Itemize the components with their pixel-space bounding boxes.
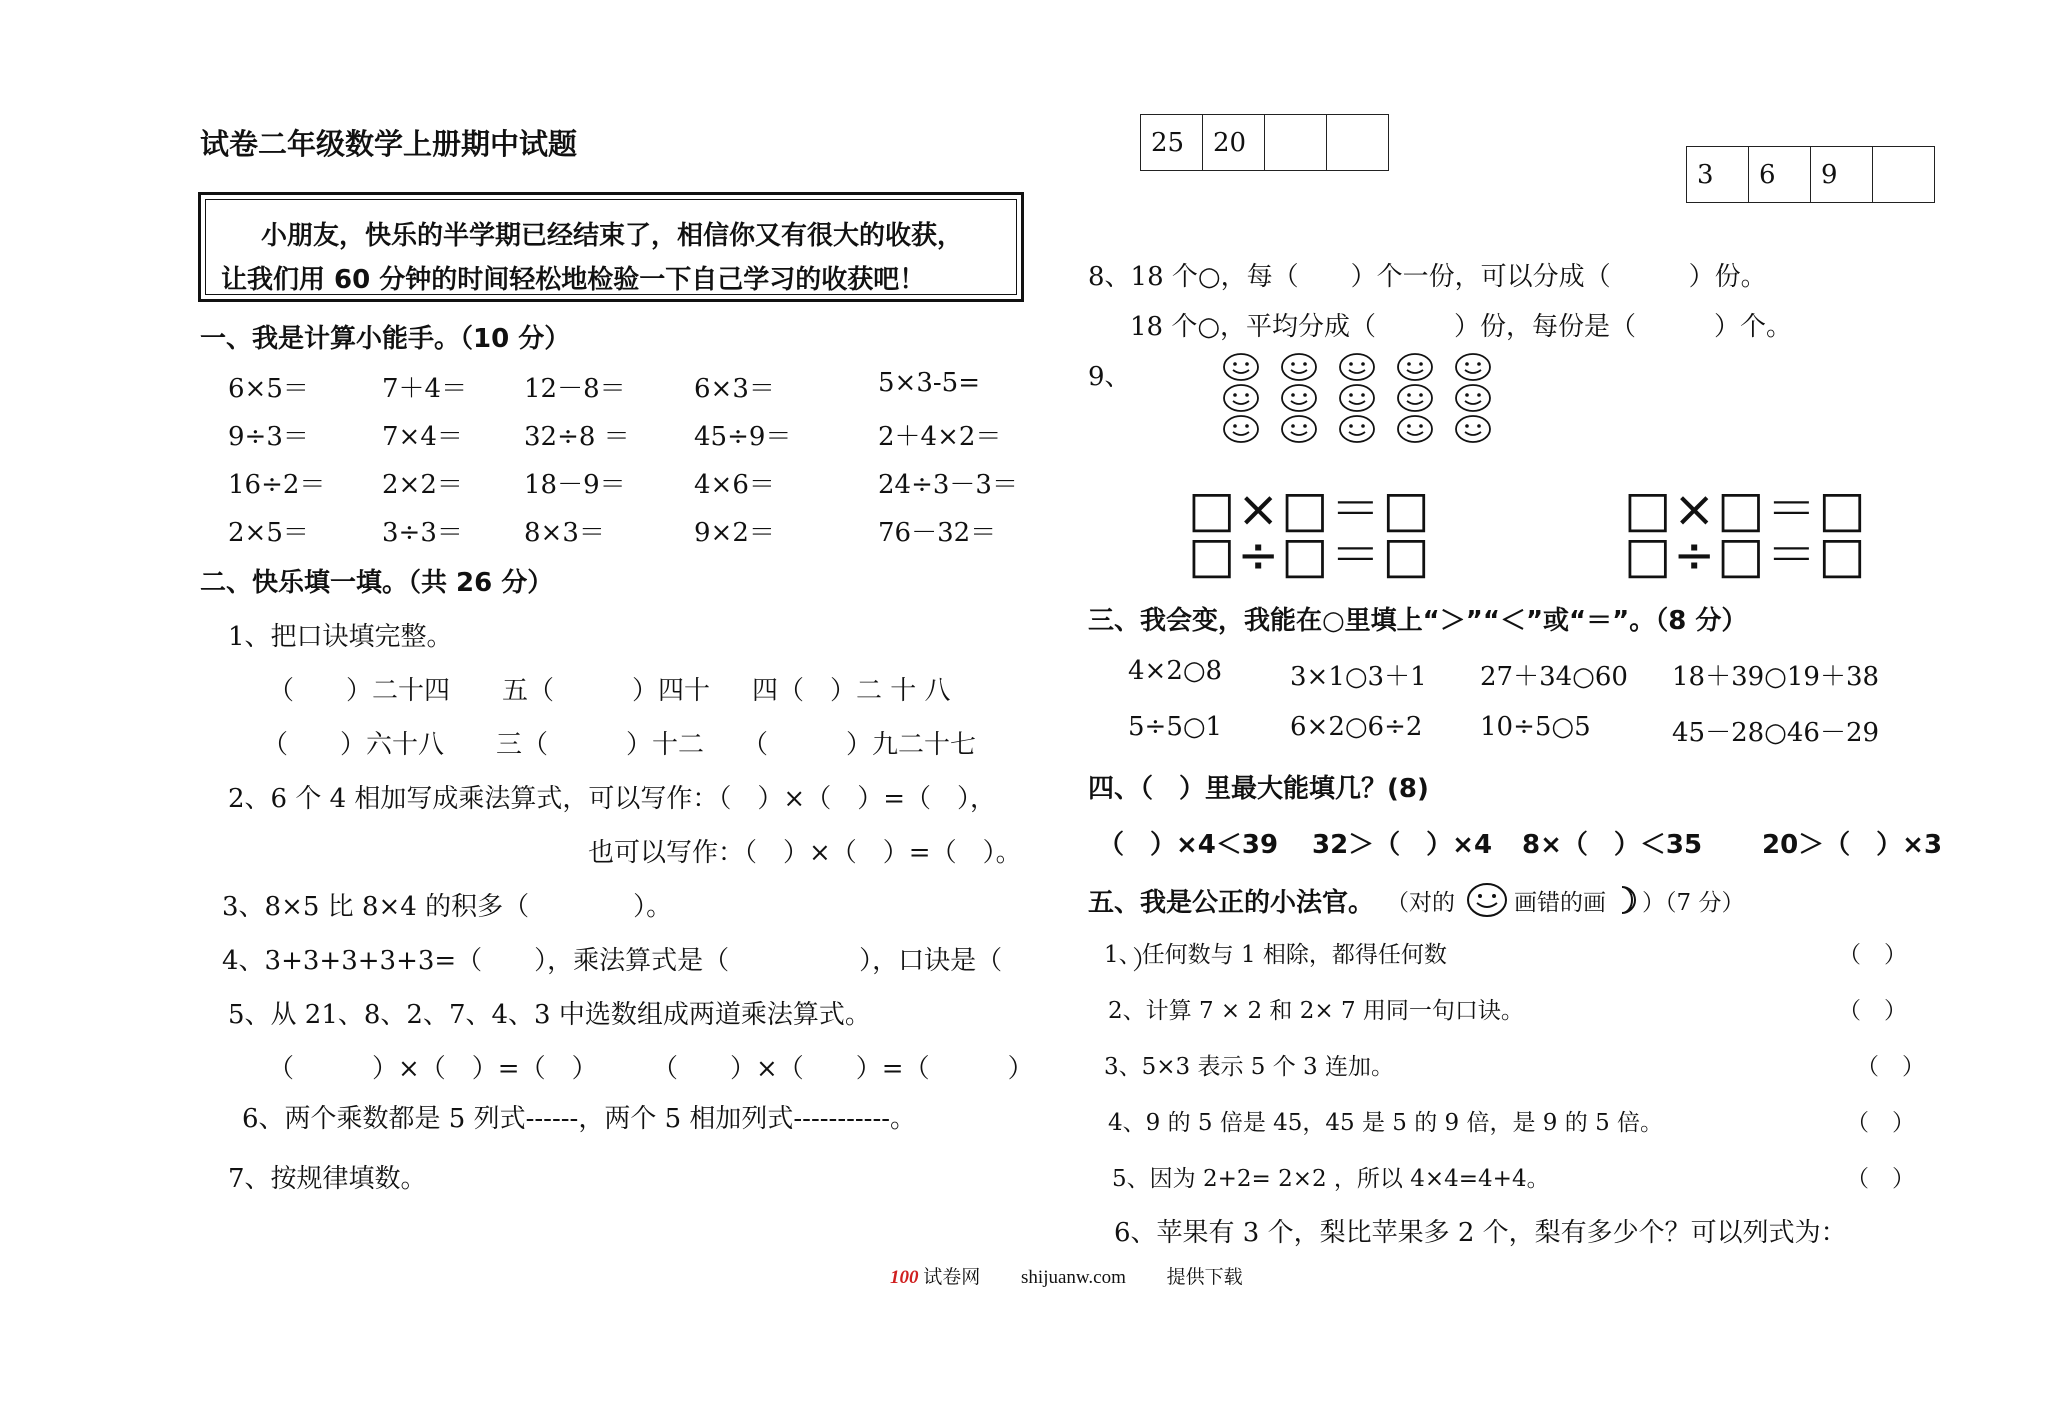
equation-multiply: □×□＝□: [1188, 480, 1432, 538]
sequence-cell: 6: [1749, 147, 1811, 203]
section5-heading: 五、我是公正的小法官。: [1088, 888, 1375, 918]
smiley-face-icon: [1222, 414, 1260, 444]
sequence-table-2: [1686, 146, 1935, 203]
smiley-face-icon: [1280, 414, 1318, 444]
compare-item: 6×2○6÷2: [1290, 712, 1423, 742]
q9-label: 9、: [1088, 362, 1131, 392]
intro-line-2: 让我们用 60 分钟的时间轻松地检验一下自己学习的收获吧！: [221, 265, 926, 295]
compare-item: 3×1○3＋1: [1290, 662, 1427, 692]
smiley-face-icon: [1280, 383, 1318, 413]
section3-heading: 三、我会变，我能在○里填上“＞”“＜”或“＝”。（8 分）: [1088, 606, 1748, 636]
q1-blank: （ ）六十八: [262, 730, 445, 760]
intro-box: [198, 192, 1024, 302]
smiley-face-icon: [1396, 414, 1434, 444]
section1-heading: 一、我是计算小能手。（10 分）: [200, 324, 571, 354]
q1-blank: （ ）二十四: [268, 676, 451, 706]
judge-item: 1、任何数与 1 相除，都得任何数: [1104, 942, 1447, 968]
calc-item: 6×5＝: [228, 374, 309, 404]
compare-item: 4×2○8: [1128, 656, 1223, 686]
smiley-face-icon: [1338, 383, 1376, 413]
judge-item: 5、因为 2+2= 2×2 ，所以 4×4=4+4。: [1112, 1166, 1550, 1192]
smiley-face-icon: [1280, 352, 1318, 382]
smiley-face-icon: [1454, 352, 1492, 382]
q2-line-2: 也可以写作：（ ）×（ ）=（ ）。: [588, 838, 1022, 868]
q3-text: 3、8×5 比 8×4 的积多（ ）。: [222, 892, 673, 922]
judge-item: 2、计算 7 × 2 和 2× 7 用同一句口诀。: [1108, 998, 1524, 1024]
compare-item: 5÷5○1: [1128, 712, 1223, 742]
smiley-face-icon: [1338, 414, 1376, 444]
page-title: 试卷二年级数学上册期中试题: [200, 127, 578, 161]
sequence-table-1: [1140, 114, 1389, 171]
q1-blank: （ ）九二十七: [742, 730, 977, 760]
judge-answer-blank[interactable]: （ ）: [1838, 942, 1907, 968]
calc-item: 2×5＝: [228, 518, 309, 548]
compare-item: 27＋34○60: [1480, 662, 1628, 692]
judge-answer-blank[interactable]: （ ）: [1846, 1166, 1915, 1192]
section5-note: 画错的画: [1514, 890, 1606, 916]
q7-text: 7、按规律填数。: [228, 1164, 427, 1194]
sequence-cell[interactable]: [1873, 147, 1935, 203]
equation-divide: □÷□＝□: [1624, 526, 1868, 584]
q1-blank: 四（ ）二 十 八: [752, 676, 951, 706]
max-fill-item: 20＞（ ）×3: [1762, 830, 1943, 860]
q4-text: 4、3+3+3+3+3=（ ），乘法算式是（ ），口诀是（ ）: [222, 946, 1159, 976]
sequence-cell[interactable]: [1327, 115, 1389, 171]
compare-item: 18＋39○19＋38: [1672, 662, 1880, 692]
section5-q6: 6、苹果有 3 个，梨比苹果多 2 个，梨有多少个？可以列式为：: [1114, 1218, 1847, 1248]
q1-blank: 三（ ）十二: [496, 730, 705, 760]
calc-item: 9×2＝: [694, 518, 775, 548]
judge-item: 3、5×3 表示 5 个 3 连加。: [1104, 1054, 1394, 1080]
judge-answer-blank[interactable]: （ ）: [1838, 998, 1907, 1024]
smiley-face-icon: [1466, 882, 1508, 918]
section5-note: （对的: [1386, 890, 1455, 916]
calc-item: 2＋4×2＝: [878, 422, 1002, 452]
q5-blank: （ ）×（ ）=（ ）: [652, 1054, 1034, 1084]
sequence-cell: 9: [1811, 147, 1873, 203]
sequence-cell: 25: [1141, 115, 1203, 171]
footer-url[interactable]: shijuanw.com: [1021, 1267, 1126, 1288]
judge-answer-blank[interactable]: （ ）: [1846, 1110, 1915, 1136]
calc-item: 3÷3＝: [382, 518, 463, 548]
max-fill-item: 32＞（ ）×4: [1312, 830, 1493, 860]
calc-item: 7×4＝: [382, 422, 463, 452]
smiley-face-icon: [1454, 414, 1492, 444]
calc-item: 32÷8 ＝: [524, 422, 630, 452]
calc-item: 7＋4＝: [382, 374, 468, 404]
compare-item: 10÷5○5: [1480, 712, 1591, 742]
footer: [890, 1262, 1243, 1289]
smiley-face-icon: [1222, 383, 1260, 413]
judge-item: 4、9 的 5 倍是 45，45 是 5 的 9 倍，是 9 的 5 倍。: [1108, 1110, 1664, 1136]
calc-item: 6×3＝: [694, 374, 775, 404]
footer-tagline: 提供下载: [1166, 1267, 1243, 1288]
calc-item: 18－9＝: [524, 470, 626, 500]
sequence-cell: 20: [1203, 115, 1265, 171]
q1-blank: 五（ ）四十: [502, 676, 711, 706]
q5-blank: （ ）×（ ）=（ ）: [268, 1054, 598, 1084]
section2-heading: 二、快乐填一填。（共 26 分）: [200, 568, 554, 598]
footer-logo: 100: [890, 1267, 919, 1288]
q8-line-1: 8、18 个○，每（ ）个一份，可以分成（ ）份。: [1088, 262, 1767, 292]
smiley-face-icon: [1396, 352, 1434, 382]
footer-site-name: 试卷网: [923, 1267, 981, 1288]
calc-item: 76－32＝: [878, 518, 997, 548]
intro-line-1: 小朋友，快乐的半学期已经结束了，相信你又有很大的收获，: [261, 221, 964, 251]
sequence-cell: 3: [1687, 147, 1749, 203]
q8-line-2: 18 个○，平均分成（ ）份，每份是（ ）个。: [1130, 312, 1793, 342]
calc-item: 5×3-5=: [878, 368, 980, 398]
q5-text: 5、从 21、8、2、7、4、3 中选数组成两道乘法算式。: [228, 1000, 871, 1030]
smiley-face-icon: [1396, 383, 1434, 413]
calc-item: 4×6＝: [694, 470, 775, 500]
judge-answer-blank[interactable]: （ ）: [1856, 1054, 1925, 1080]
compare-item: 45－28○46－29: [1672, 718, 1880, 748]
equation-divide: □÷□＝□: [1188, 526, 1432, 584]
max-fill-item: （ ）×4＜39: [1098, 830, 1279, 860]
q1-text: 1、把口诀填完整。: [228, 622, 453, 652]
max-fill-item: 8×（ ）＜35: [1522, 830, 1703, 860]
calc-item: 9÷3＝: [228, 422, 309, 452]
section4-heading: 四、（ ）里最大能填几？(8): [1088, 774, 1429, 804]
sequence-cell[interactable]: [1265, 115, 1327, 171]
calc-item: 2×2＝: [382, 470, 463, 500]
equation-multiply: □×□＝□: [1624, 480, 1868, 538]
calc-item: 8×3＝: [524, 518, 605, 548]
smiley-face-icon: [1222, 352, 1260, 382]
smiley-face-icon: [1338, 352, 1376, 382]
calc-item: 16÷2＝: [228, 470, 326, 500]
q2-line-1: 2、6 个 4 相加写成乘法算式，可以写作：（ ）×（ ）=（ ），: [228, 784, 996, 814]
smiley-face-icon: [1454, 383, 1492, 413]
q6-text: 6、两个乘数都是 5 列式------，两个 5 相加列式-----------。: [242, 1104, 917, 1134]
calc-item: 45÷9＝: [694, 422, 792, 452]
calc-item: 12－8＝: [524, 374, 626, 404]
calc-item: 24÷3－3＝: [878, 470, 1018, 500]
section5-note: ）（7 分）: [1642, 890, 1745, 916]
